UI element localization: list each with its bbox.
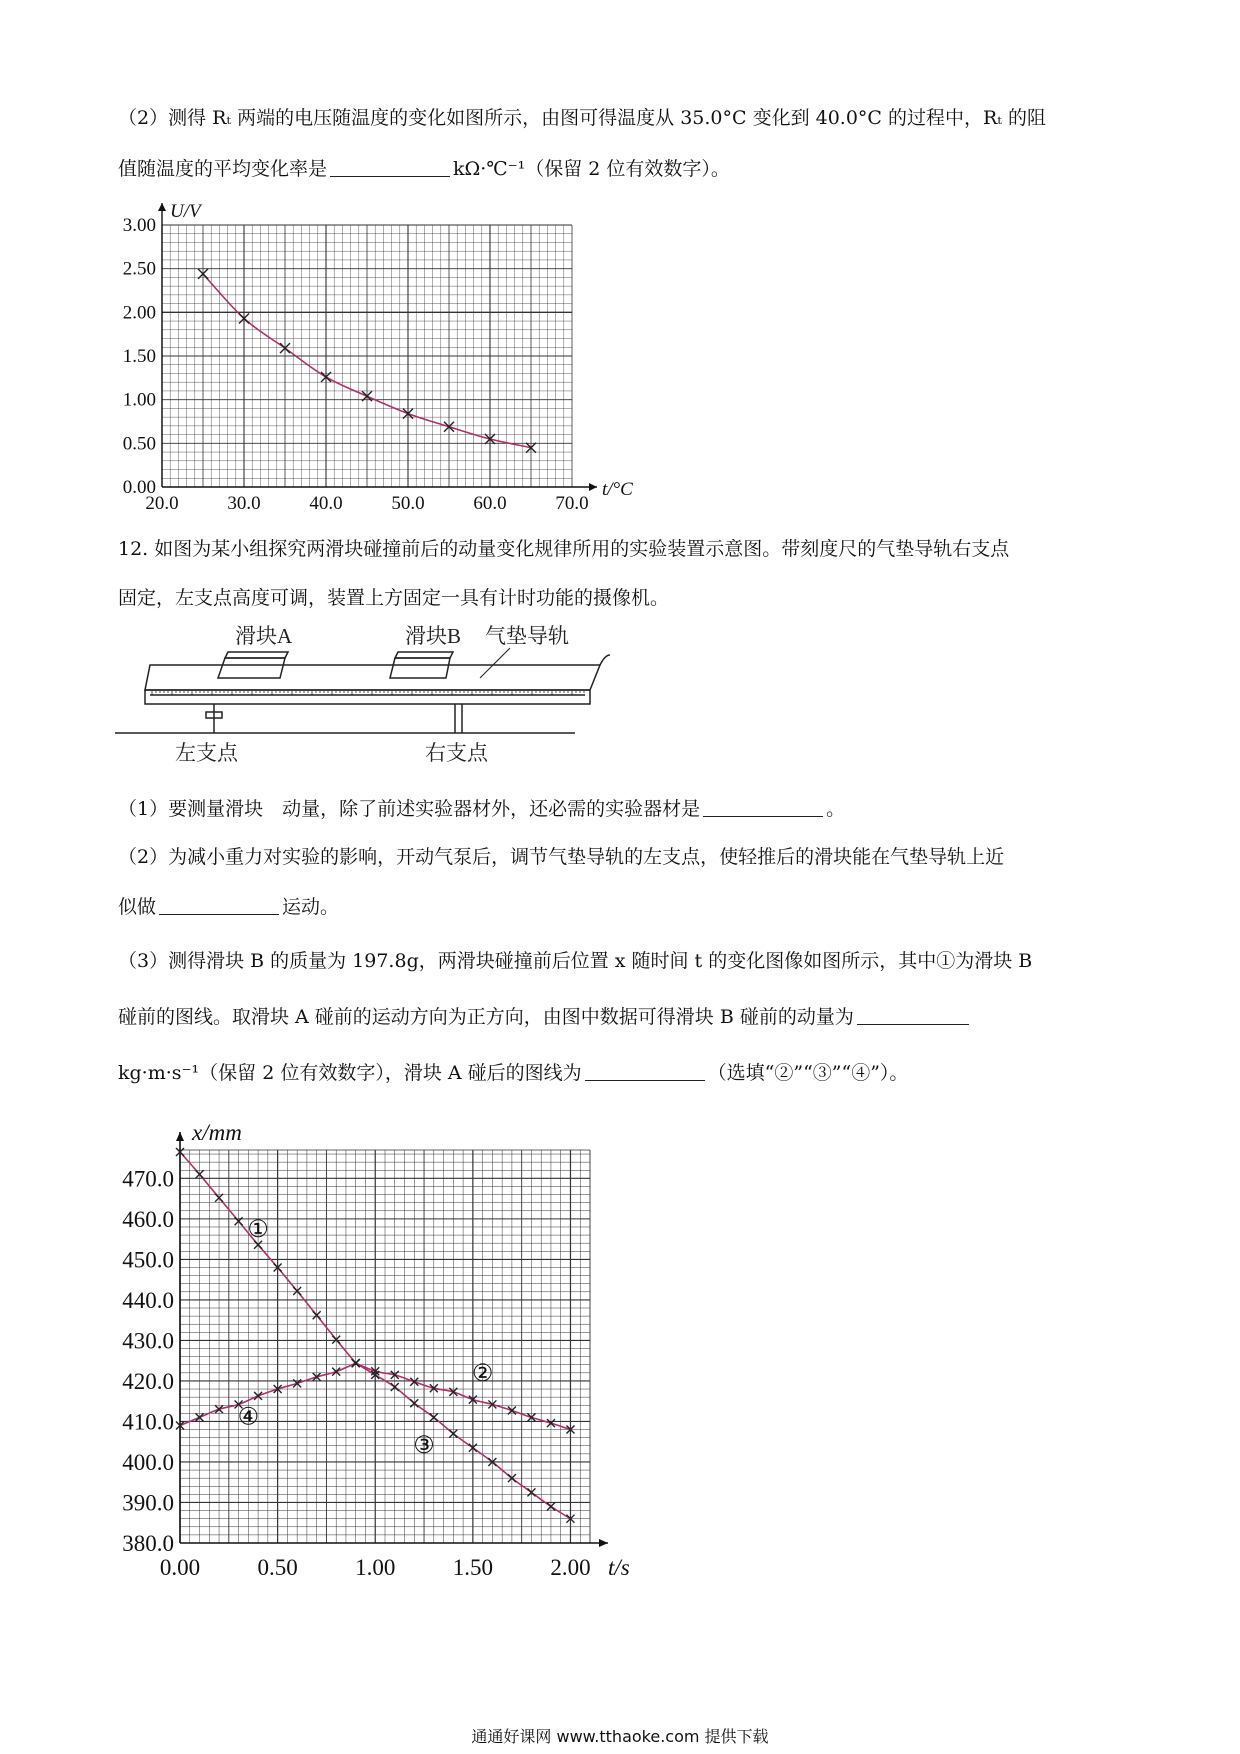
series-label: ① xyxy=(247,1217,269,1244)
slider-a-top xyxy=(225,652,288,658)
y-tick-label: 440.0 xyxy=(122,1287,174,1313)
y-tick-label: 420.0 xyxy=(122,1368,174,1394)
rail-top xyxy=(145,665,600,690)
series-label: ② xyxy=(471,1360,494,1387)
x-axis-label: t/s xyxy=(608,1555,630,1580)
series-label: ③ xyxy=(413,1433,435,1460)
x-tick-label: 1.00 xyxy=(355,1555,396,1580)
slider-b-shape xyxy=(390,658,450,678)
x-tick-label: 30.0 xyxy=(227,493,261,514)
question-text-line xyxy=(118,1059,908,1087)
slider-b-label: 滑块B xyxy=(405,624,462,648)
x-axis-arrow xyxy=(599,1539,608,1547)
x-axis-arrow xyxy=(589,483,597,491)
footer-text: 通通好课网 www.tthaoke.com 提供下载 xyxy=(471,1727,769,1746)
text: 碰前的图线。取滑块 A 碰前的运动方向为正方向，由图中数据可得滑块 B 碰前的动量为 xyxy=(118,1006,854,1028)
y-tick-label: 0.00 xyxy=(122,477,156,498)
y-tick-label: 460.0 xyxy=(122,1206,174,1232)
y-tick-label: 1.00 xyxy=(122,389,156,411)
answer-blank[interactable] xyxy=(857,1004,969,1025)
y-tick-label: 410.0 xyxy=(122,1409,174,1435)
text: 运动。 xyxy=(282,896,340,918)
left-support-label: 左支点 xyxy=(175,741,238,765)
y-tick-label: 0.50 xyxy=(122,433,156,455)
x-tick-label: 40.0 xyxy=(309,493,343,514)
question-text-line xyxy=(118,104,1046,132)
text: 值随温度的平均变化率是 xyxy=(118,158,328,180)
y-axis-label: U/V xyxy=(170,201,201,222)
slider-a-shape xyxy=(218,658,285,678)
question-text-line xyxy=(118,535,1009,563)
text: （2）测得 Rₜ 两端的电压随温度的变化如图所示，由图可得温度从 35.0°C 变化到 40.0°C 的过程中，Rₜ 的阻 xyxy=(118,107,1047,129)
x-tick-label: 50.0 xyxy=(391,493,425,514)
y-tick-label: 430.0 xyxy=(122,1328,174,1354)
y-tick-label: 470.0 xyxy=(122,1166,174,1192)
y-axis-label: x/mm xyxy=(192,1120,242,1145)
y-tick-label: 2.50 xyxy=(122,258,156,280)
y-tick-label: 380.0 xyxy=(122,1531,174,1556)
text: 。 xyxy=(826,798,846,820)
question-text-line xyxy=(118,584,669,612)
y-tick-label: 3.00 xyxy=(122,215,156,236)
y-axis-arrow xyxy=(176,1132,184,1141)
rail-label: 气垫导轨 xyxy=(485,624,569,648)
question-text-line xyxy=(118,893,339,921)
answer-blank[interactable] xyxy=(585,1060,705,1081)
question-text-line xyxy=(118,1003,972,1031)
slider-a-label: 滑块A xyxy=(235,624,293,648)
position-time-chart xyxy=(100,1110,640,1600)
question-text-line xyxy=(118,155,730,183)
answer-blank[interactable] xyxy=(159,894,279,915)
text: （1）要测量滑块 动量，除了前述实验器材外，还必需的实验器材是 xyxy=(118,798,701,820)
y-tick-label: 2.00 xyxy=(122,302,156,324)
y-tick-label: 450.0 xyxy=(122,1247,174,1273)
x-tick-label: 0.00 xyxy=(159,1555,201,1580)
text: kg·m·s⁻¹（保留 2 位有效数字），滑块 A 碰后的图线为 xyxy=(118,1062,582,1084)
x-tick-label: 0.50 xyxy=(257,1555,298,1580)
voltage-temperature-chart xyxy=(100,190,640,525)
right-support-label: 右支点 xyxy=(425,741,488,765)
air-track-apparatus-diagram xyxy=(110,620,610,770)
rail-label-leader xyxy=(480,648,510,678)
text: 似做 xyxy=(118,896,157,918)
text: （选填“②”“③”“④”）。 xyxy=(707,1062,909,1084)
question-text-line xyxy=(118,843,1004,871)
answer-blank[interactable] xyxy=(330,156,450,177)
text: 12. 如图为某小组探究两滑块碰撞前后的动量变化规律所用的实验装置示意图。带刻度尺的气垫导轨右支点 xyxy=(118,538,1010,560)
text: 固定，左支点高度可调，装置上方固定一具有计时功能的摄像机。 xyxy=(118,587,670,609)
x-tick-label: 20.0 xyxy=(145,493,179,514)
x-tick-label: 1.50 xyxy=(452,1555,493,1580)
text: （2）为减小重力对实验的影响，开动气泵后，调节气垫导轨的左支点，使轻推后的滑块能在气垫导轨上近 xyxy=(118,846,1005,868)
y-tick-label: 400.0 xyxy=(122,1449,174,1475)
text: kΩ·℃⁻¹（保留 2 位有效数字）。 xyxy=(453,158,730,180)
text: （3）测得滑块 B 的质量为 197.8g，两滑块碰撞前后位置 x 随时间 t 的变化图像如图所示，其中①为滑块 B xyxy=(118,950,1033,972)
air-hose xyxy=(600,655,610,690)
series-label: ④ xyxy=(237,1404,260,1431)
question-text-line xyxy=(118,947,1032,975)
x-tick-label: 70.0 xyxy=(555,493,589,514)
x-tick-label: 60.0 xyxy=(473,493,507,514)
question-text-line xyxy=(118,795,845,823)
x-tick-label: 2.00 xyxy=(550,1555,591,1580)
x-axis-label: t/°C xyxy=(602,479,633,500)
slider-b-top xyxy=(395,652,453,658)
y-axis-arrow xyxy=(158,203,166,211)
y-tick-label: 390.0 xyxy=(122,1490,174,1516)
y-tick-label: 1.50 xyxy=(122,346,156,367)
answer-blank[interactable] xyxy=(703,796,823,817)
